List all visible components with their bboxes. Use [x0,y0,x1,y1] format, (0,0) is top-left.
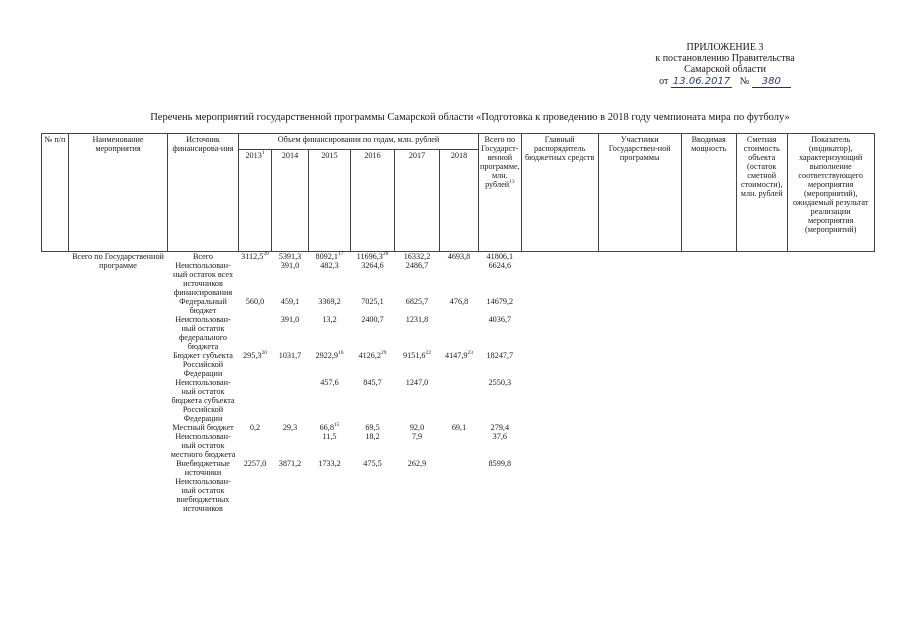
value-2017: 2486,7 [405,261,429,270]
value-2014: 391,0 [280,261,300,270]
value-cell-2014 [272,378,309,423]
value-cell-2013 [239,477,272,513]
value-cell-2018 [440,459,479,477]
source-cell: Неиспользован-ный остаток всех источников финансирования [172,261,234,297]
value-cell-2018 [440,423,479,432]
empty-cell [736,477,787,513]
value-cell-2018 [440,477,479,513]
region-label: Самарской области [684,64,766,75]
empty-cell [736,459,787,477]
empty-cell [521,378,598,423]
value-cell-2018 [440,351,479,378]
empty-cell [787,477,874,513]
value-2017: 1231,8 [405,315,429,324]
appendix-header [560,42,890,87]
col-header-estimate: Сметная стоимость объекта (остаток сметной стоимости), млн. рублей [736,134,787,252]
value-cell-2017 [395,315,440,351]
empty-cell [787,252,874,262]
value-cell-2017 [395,297,440,315]
empty-cell [521,315,598,351]
value-2015-footnote: 15 [333,422,340,428]
value-2015: 8092,1 [315,252,338,261]
total-cell: 4036,7 [488,315,512,324]
value-cell-2016 [351,315,395,351]
empty-cell [598,423,681,432]
value-cell-2015 [309,432,351,459]
col-header-total-sup: 13 [509,179,515,185]
col-header-name: Наименование мероприятия [69,134,168,252]
col-header-2017: 2017 [395,150,440,252]
empty-cell [598,297,681,315]
empty-cell [521,261,598,297]
value-cell-2015 [309,315,351,351]
empty-cell [736,423,787,432]
value-cell-2013 [239,351,272,378]
total-cell: 37,6 [492,432,507,441]
col-header-manager: Главный распорядитель бюджетных средств [521,134,598,252]
value-2014: 1031,7 [278,351,302,360]
col-header-total [479,134,522,252]
value-2015: 11,5 [322,432,337,441]
empty-cell [787,432,874,459]
value-2017: 6825,7 [405,297,429,306]
value-2018: 476,8 [449,297,469,306]
value-cell-2016 [351,351,395,378]
value-cell-2013 [239,459,272,477]
col-header-2016: 2016 [351,150,395,252]
value-cell-2014 [272,351,309,378]
source-cell: Неиспользован-ный остаток внебюджетных источников [175,477,231,513]
value-2016: 3264,6 [361,261,384,270]
handwritten-date: 13.06.2017 [672,76,731,87]
value-2018-footnote: 23 [467,350,473,356]
value-2016: 2400,7 [361,315,384,324]
empty-cell [787,351,874,378]
empty-cell [787,261,874,297]
value-cell-2013 [239,423,272,432]
value-cell-2018 [440,378,479,423]
source-cell: Всего [192,252,214,261]
value-2016: 475,5 [363,459,382,468]
source-cell: Местный бюджет [172,423,234,432]
total-cell: 2550,3 [488,378,512,387]
total-cell: 6624,6 [488,261,512,270]
empty-cell [787,297,874,315]
value-cell-2017 [395,423,440,432]
value-2015-footnote: 16 [338,350,344,356]
empty-cell [787,315,874,351]
value-2014: 5391,3 [278,252,302,261]
value-cell-2014 [272,459,309,477]
value-cell-2015 [309,423,351,432]
value-2014: 29,3 [282,423,298,432]
value-cell-2016 [351,459,395,477]
total-cell: 279,4 [490,423,510,432]
resolution-label: к постановлению Правительства [655,53,795,64]
value-2015: 482,3 [320,261,339,270]
value-cell-2014 [272,252,309,262]
value-2013: 560,0 [245,297,265,306]
value-cell-2018 [440,297,479,315]
value-2015: 1733,2 [318,459,341,468]
empty-cell [787,423,874,432]
program-name-cell: Всего по Государственной программе [72,252,164,270]
value-cell-2016 [351,423,395,432]
empty-cell [681,378,736,423]
col-header-2015: 2015 [309,150,351,252]
table-body [42,252,875,514]
value-2018: 4147,9 [444,351,468,360]
empty-cell [736,351,787,378]
value-2017: 262,9 [407,459,427,468]
empty-cell [521,252,598,262]
number-label: № [739,76,750,87]
page-title: Перечень мероприятий государственной программы Самарской области «Подготовка к проведению в 2018 году чемпионата мира по футболу» [150,112,790,123]
value-2015: 13,2 [322,315,337,324]
value-cell-2015 [309,378,351,423]
value-cell-2016 [351,252,395,262]
empty-cell [521,432,598,459]
value-2016-footnote: 28 [382,251,389,257]
value-2013: 295,3 [243,351,262,360]
value-2016: 11696,3 [356,252,383,261]
value-2014: 459,1 [280,297,300,306]
value-cell-2013 [239,432,272,459]
program-num-cell [42,252,69,514]
value-2015-footnote: 17 [338,251,344,257]
value-cell-2014 [272,297,309,315]
value-cell-2014 [272,261,309,297]
empty-cell [521,297,598,315]
value-cell-2018 [440,432,479,459]
empty-cell [681,315,736,351]
empty-cell [521,477,598,513]
value-cell-2014 [272,315,309,351]
value-2013: 2257,0 [243,459,267,468]
value-cell-2015 [309,297,351,315]
value-cell-2013 [239,261,272,297]
value-cell-2016 [351,261,395,297]
appendix-label: ПРИЛОЖЕНИЕ 3 [686,42,764,53]
source-cell: Бюджет субъекта Российской Федерации [173,351,233,378]
program-table [41,133,875,513]
empty-cell [787,378,874,423]
handwritten-number: 380 [752,76,791,88]
value-2016: 4126,2 [358,351,381,360]
empty-cell [736,315,787,351]
value-cell-2018 [440,315,479,351]
date-prefix: от [659,76,669,87]
value-cell-2013 [239,315,272,351]
source-cell: Неиспользован-ный остаток бюджета субъекта Российской Федерации [171,378,235,423]
value-2015: 66,8 [319,423,334,432]
empty-cell [787,459,874,477]
empty-cell [736,297,787,315]
col-header-2013 [239,150,272,252]
value-2016: 18,2 [365,432,380,441]
value-2014: 391,0 [280,315,300,324]
value-cell-2013 [239,378,272,423]
value-2016-footnote: 29 [381,350,387,356]
value-cell-2015 [309,477,351,513]
value-2015: 2922,9 [315,351,338,360]
value-cell-2015 [309,261,351,297]
empty-cell [681,297,736,315]
empty-cell [521,459,598,477]
value-cell-2015 [309,252,351,262]
empty-cell [598,261,681,297]
value-cell-2017 [395,432,440,459]
col-header-2018: 2018 [440,150,479,252]
value-cell-2018 [440,261,479,297]
value-cell-2016 [351,378,395,423]
resolution-date-row [560,76,890,87]
empty-cell [598,477,681,513]
col-header-capacity: Вводимая мощность [681,134,736,252]
value-2014: 3871,2 [278,459,302,468]
col-header-2014: 2014 [272,150,309,252]
value-2018: 69,1 [451,423,467,432]
empty-cell [598,378,681,423]
value-cell-2015 [309,351,351,378]
value-cell-2017 [395,459,440,477]
value-cell-2013 [239,297,272,315]
source-cell: Внебюджетные источники [176,459,230,477]
empty-cell [521,351,598,378]
value-2016: 7025,1 [361,297,384,306]
empty-cell [736,378,787,423]
empty-cell [736,261,787,297]
empty-cell [681,459,736,477]
empty-cell [681,261,736,297]
value-2013: 0,2 [249,423,261,432]
empty-cell [598,351,681,378]
value-2018: 4693,8 [447,252,471,261]
source-cell: Неиспользован-ный остаток местного бюджета [170,432,236,459]
empty-cell [598,252,681,262]
value-2017: 1247,0 [405,378,429,387]
value-2016: 845,7 [363,378,382,387]
value-cell-2017 [395,261,440,297]
value-2015: 3369,2 [318,297,341,306]
value-cell-2015 [309,459,351,477]
empty-cell [521,423,598,432]
empty-cell [598,459,681,477]
source-cell: Неиспользован-ный остаток федерального бюджета [175,315,231,351]
col-header-participants: Участники Государствен-ной программы [598,134,681,252]
col-header-volume: Объем финансирования по годам, млн. рублей [239,134,479,150]
total-cell: 41806,1 [486,252,514,261]
total-cell: 14679,2 [486,297,514,306]
total-cell: 8599,8 [488,459,512,468]
value-cell-2017 [395,351,440,378]
value-cell-2016 [351,432,395,459]
value-cell-2014 [272,477,309,513]
value-2017: 16332,2 [403,252,431,261]
value-2013: 3112,5 [241,252,264,261]
empty-cell [681,351,736,378]
empty-cell [681,252,736,262]
value-cell-2013 [239,252,272,262]
value-2017: 92,0 [409,423,425,432]
empty-cell [681,423,736,432]
value-2013-footnote: 20 [261,350,267,356]
value-2013-footnote: 20 [263,251,269,257]
value-2016: 69,5 [365,423,380,432]
empty-cell [598,315,681,351]
source-cell: Федеральный бюджет [179,297,227,315]
empty-cell [681,477,736,513]
value-2015: 457,6 [320,378,339,387]
col-header-2013-sup: 1 [261,150,265,156]
value-cell-2017 [395,378,440,423]
value-2017-footnote: 22 [425,350,431,356]
col-header-num: № п/п [42,134,69,252]
empty-cell [736,252,787,262]
value-cell-2018 [440,252,479,262]
value-2017: 9151,6 [402,351,426,360]
total-cell: 18247,7 [486,351,514,360]
col-header-2013-text: 2013 [245,151,262,160]
value-cell-2017 [395,477,440,513]
table-row [42,252,875,262]
value-2017: 7,9 [411,432,423,441]
value-cell-2014 [272,432,309,459]
col-header-indicator: Показатель (индикатор), характеризующий выполнение соответствующего мероприятия (мероприятий), ожидаемый результат реализации мероприятия (мероприятий) [787,134,874,252]
value-cell-2016 [351,297,395,315]
empty-cell [681,432,736,459]
empty-cell [736,432,787,459]
empty-cell [598,432,681,459]
col-header-source: Источник финансирова-ния [168,134,239,252]
col-header-total-text: Всего по Государст-венной программе, млн. рублей [480,135,520,189]
value-cell-2016 [351,477,395,513]
value-cell-2014 [272,423,309,432]
total-cell [479,477,522,513]
value-cell-2017 [395,252,440,262]
